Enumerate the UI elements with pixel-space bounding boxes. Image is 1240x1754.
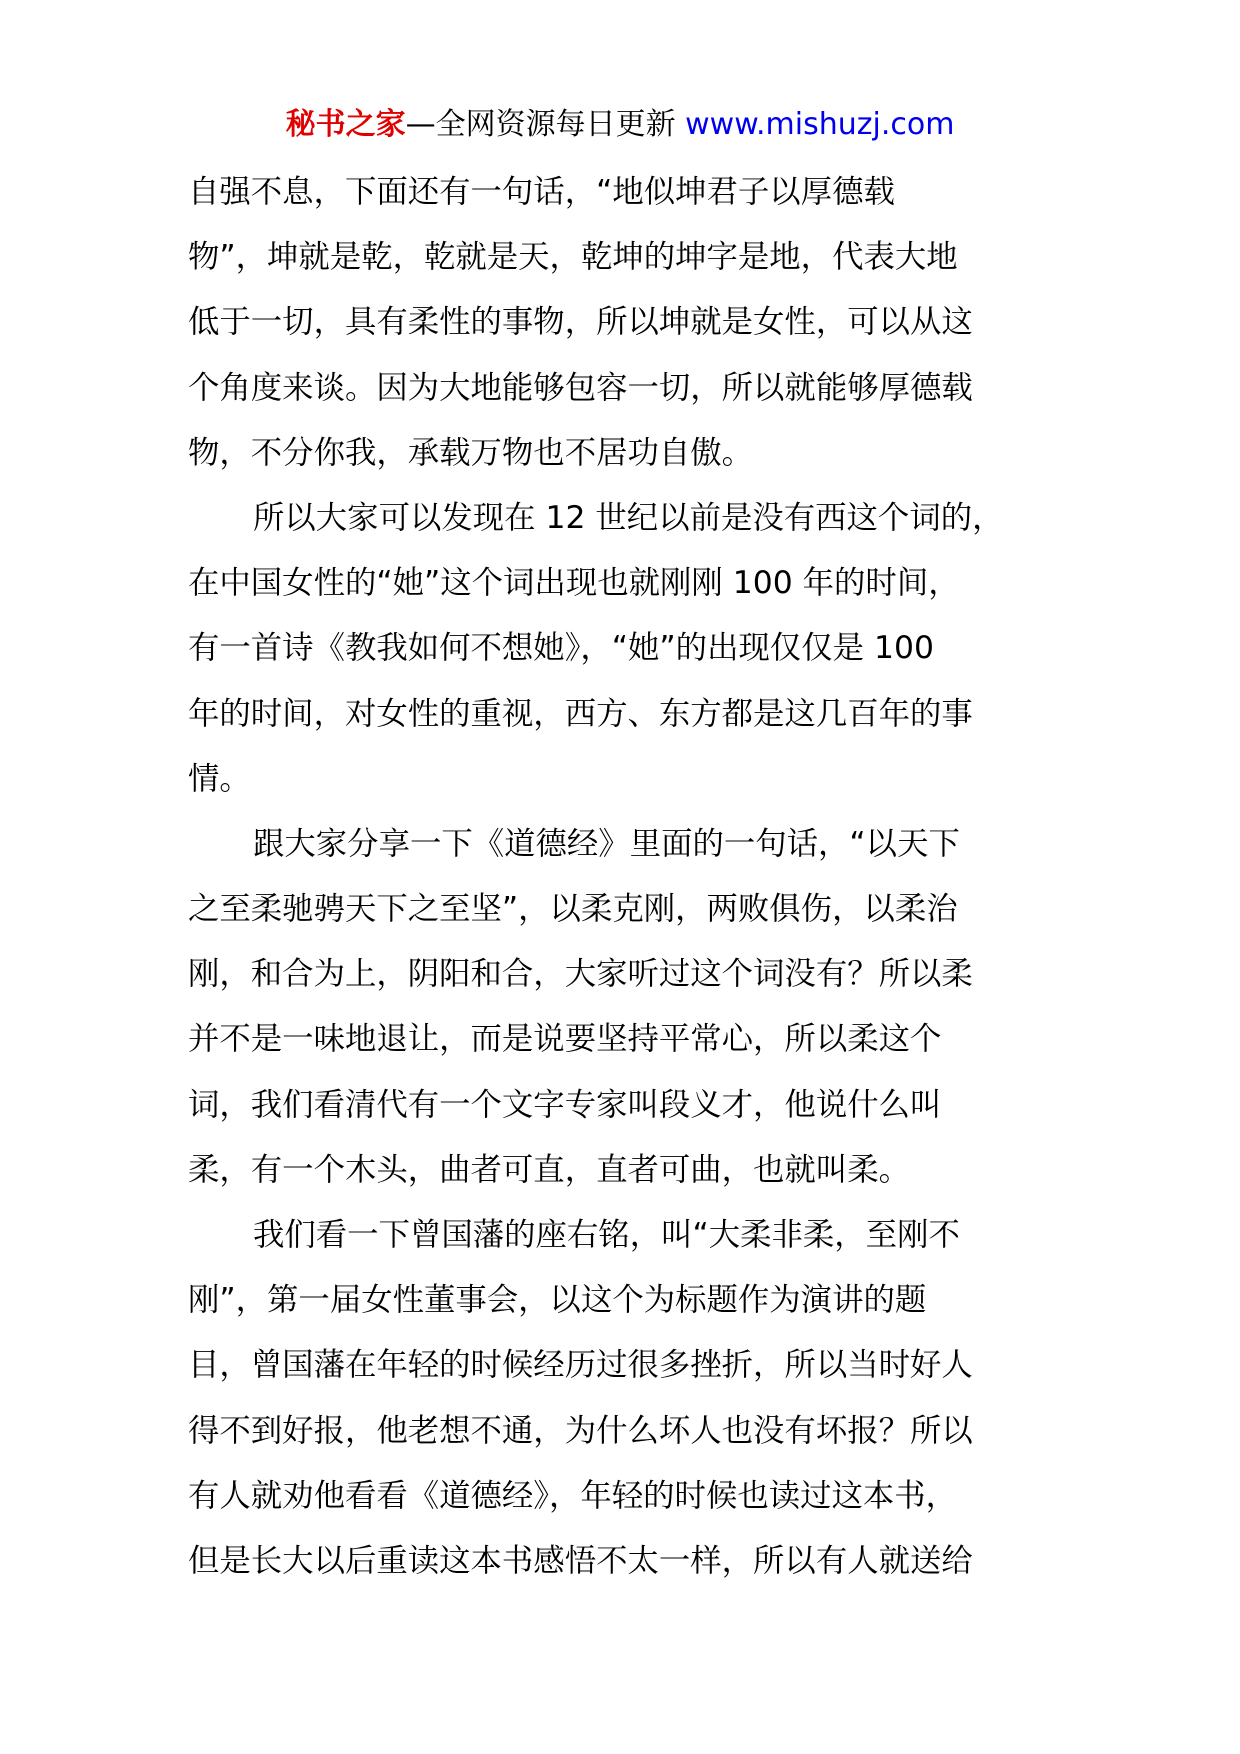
text-line: 在中国女性的“她”这个词出现也就刚刚 100 年的时间， (188, 565, 960, 602)
text-line: 物，不分你我，承载万物也不居功自傲。 (188, 434, 754, 471)
text-line: 个角度来谈。因为大地能够包容一切，所以就能够厚德载 (188, 369, 973, 406)
text-line: 但是长大以后重读这本书感悟不太一样，所以有人就送给 (188, 1542, 973, 1579)
site-url-link[interactable]: www.mishuzj.com (685, 107, 955, 142)
paragraph-first-line: 跟大家分享一下《道德经》里面的一句话，“以天下 (253, 825, 960, 862)
site-header (0, 100, 1240, 150)
text-line: 刚”，第一届女性董事会，以这个为标题作为演讲的题 (188, 1282, 927, 1319)
text-line: 得不到好报，他老想不通，为什么坏人也没有坏报？所以 (188, 1412, 973, 1449)
text-line: 刚，和合为上，阴阳和合，大家听过这个词没有？所以柔 (188, 956, 973, 993)
text-line: 有一首诗《教我如何不想她》，“她”的出现仅仅是 100 (188, 630, 934, 667)
text-line: 物”，坤就是乾，乾就是天，乾坤的坤字是地，代表大地 (188, 239, 958, 276)
text-line: 词，我们看清代有一个文字专家叫段义才，他说什么叫 (188, 1086, 942, 1123)
text-line: 有人就劝他看看《道德经》，年轻的时候也读过这本书， (188, 1477, 958, 1514)
text-line: 自强不息，下面还有一句话，“地似坤君子以厚德载 (188, 174, 895, 210)
document-body (188, 160, 1058, 1594)
text-line: 目，曾国藩在年轻的时候经历过很多挫折，所以当时好人 (188, 1347, 973, 1384)
text-line: 年的时间，对女性的重视，西方、东方都是这几百年的事 (188, 695, 973, 732)
text-line: 柔，有一个木头，曲者可直，直者可曲，也就叫柔。 (188, 1151, 910, 1188)
site-brand: 秘书之家 (285, 107, 406, 142)
text-line: 情。 (188, 760, 251, 797)
paragraph-first-line: 所以大家可以发现在 12 世纪以前是没有西这个词的， (253, 499, 1004, 536)
paragraph-first-line: 我们看一下曾国藩的座右铭，叫“大柔非柔，至刚不 (253, 1217, 960, 1253)
text-line: 低于一切，具有柔性的事物，所以坤就是女性，可以从这 (188, 304, 973, 341)
site-tagline: —全网资源每日更新 (405, 107, 686, 142)
text-line: 并不是一味地退让，而是说要坚持平常心，所以柔这个 (188, 1021, 942, 1058)
text-line: 之至柔驰骋天下之至坚”，以柔克刚，两败俱伤，以柔治 (188, 891, 958, 928)
